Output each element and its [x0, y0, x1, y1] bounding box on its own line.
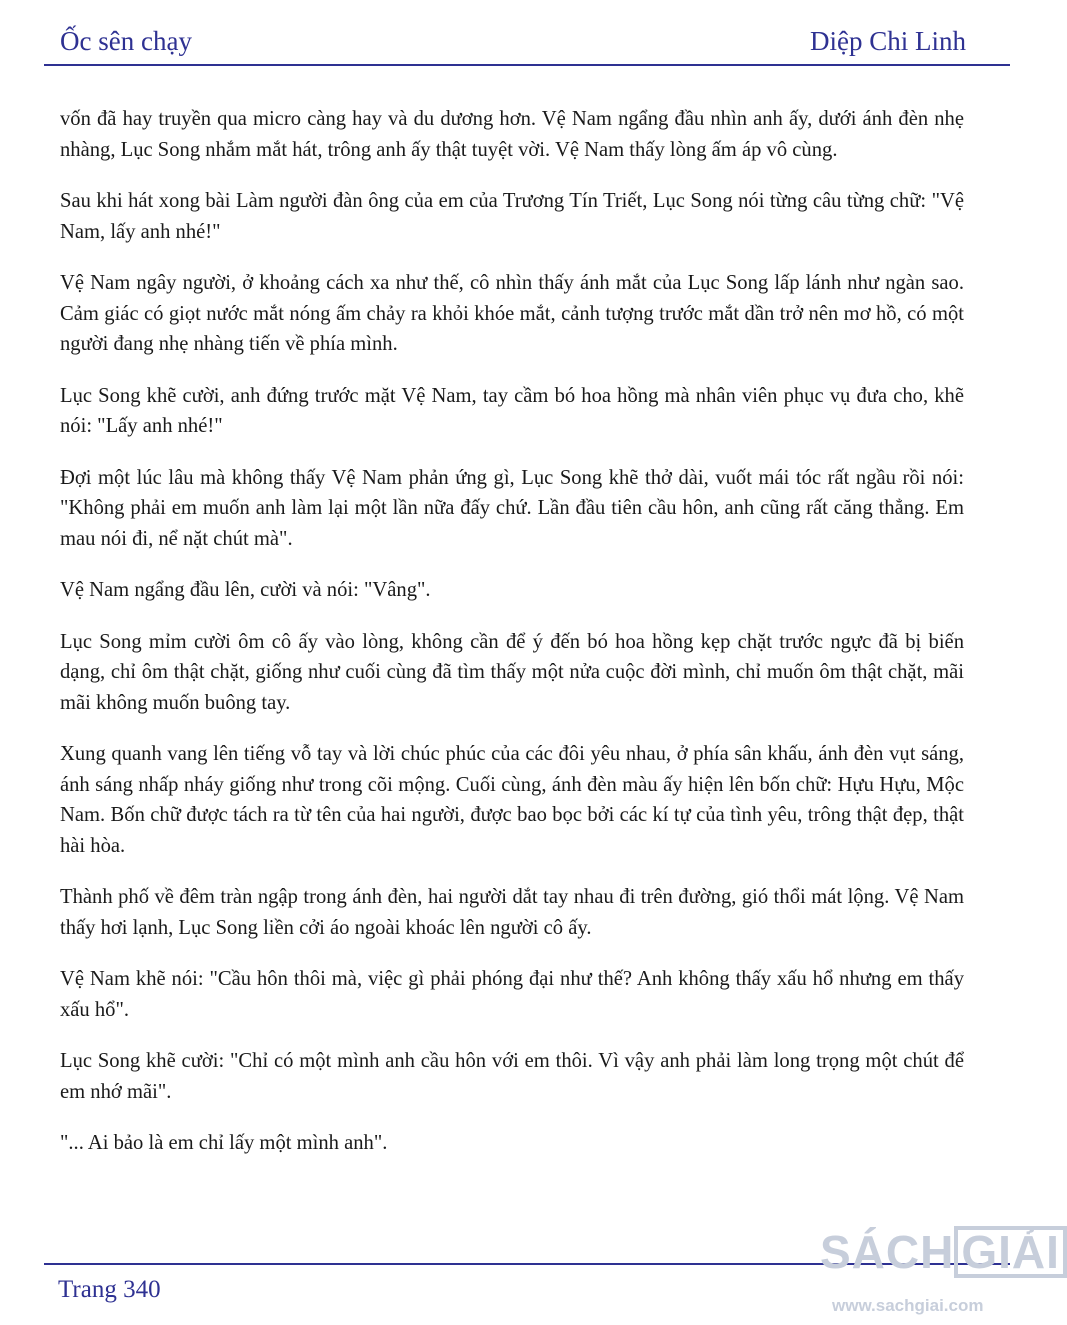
paragraph: Lục Song khẽ cười: "Chỉ có một mình anh cầu hôn với em thôi. Vì vậy anh phải làm long trọng một chút để em nhớ mãi".: [60, 1050, 964, 1103]
paragraph: Lục Song khẽ cười, anh đứng trước mặt Vệ Nam, tay cầm bó hoa hồng mà nhân viên phục vụ đưa cho, khẽ nói: "Lấy anh nhé!": [60, 384, 964, 437]
author-name: Diệp Chi Linh: [810, 26, 966, 56]
watermark-logo: [820, 1225, 1067, 1279]
paragraph: Vệ Nam ngây người, ở khoảng cách xa như thế, cô nhìn thấy ánh mắt của Lục Song lấp lánh như ngàn sao. Cảm giác có giọt nước mắt nóng ấm chảy ra khỏi khóe mắt, cảnh tượng trước mắt dần trở nên mơ hồ, có một người đang nhẹ nhàng tiến về phía mình.: [60, 272, 964, 355]
watermark-boxed-text: GIẢI: [954, 1226, 1067, 1278]
paragraph: Vệ Nam khẽ nói: "Cầu hôn thôi mà, việc gì phải phóng đại như thế? Anh không thấy xấu hổ nhưng em thấy xấu hổ".: [60, 968, 964, 1021]
paragraph: Thành phố về đêm tràn ngập trong ánh đèn, hai người dắt tay nhau đi trên đường, gió thổi mát lộng. Vệ Nam thấy hơi lạnh, Lục Song liền cởi áo ngoài khoác lên người cô ấy.: [60, 886, 964, 939]
paragraph: Sau khi hát xong bài Làm người đàn ông của em của Trương Tín Triết, Lục Song nói từng câu từng chữ: "Vệ Nam, lấy anh nhé!": [60, 190, 964, 243]
paragraph: Đợi một lúc lâu mà không thấy Vệ Nam phản ứng gì, Lục Song khẽ thở dài, vuốt mái tóc rất ngầu rồi nói: "Không phải em muốn anh làm lại một lần nữa đấy chứ. Lần đầu tiên cầu hôn, anh cũng rất căng thẳng. Em mau nói đi, nể nặt chút mà".: [60, 466, 964, 550]
watermark-url: www.sachgiai.com: [832, 1296, 984, 1315]
paragraph: Lục Song mỉm cười ôm cô ấy vào lòng, không cần để ý đến bó hoa hồng kẹp chặt trước ngực đã bị biến dạng, chỉ ôm thật chặt, giống như cuối cùng đã tìm thấy một nửa cuộc đời mình, chỉ muốn ôm thật chặt, mãi mãi không muốn buông tay.: [60, 630, 964, 714]
book-title: Ốc sên chạy: [60, 26, 192, 56]
page-number: Trang 340: [58, 1276, 161, 1303]
watermark-text: SÁCH: [820, 1226, 955, 1278]
paragraph: "... Ai bảo là em chỉ lấy một mình anh".: [60, 1132, 388, 1154]
page-body: [60, 104, 964, 1180]
paragraph: Xung quanh vang lên tiếng vỗ tay và lời chúc phúc của các đôi yêu nhau, ở phía sân khấu, ánh đèn vụt sáng, ánh sáng nhấp nháy giống như trong cõi mộng. Cuối cùng, ánh đèn màu ấy hiện lên bốn chữ: Hựu Hựu, Mộc Nam. Bốn chữ được tách ra từ tên của hai người, được bao bọc bởi các kí tự của tình yêu, trông thật đẹp, thật hài hòa.: [60, 743, 964, 857]
header-divider: [44, 64, 1010, 66]
paragraph: Vệ Nam ngẩng đầu lên, cười và nói: "Vâng".: [60, 579, 431, 601]
paragraph: vốn đã hay truyền qua micro càng hay và du dương hơn. Vệ Nam ngẩng đầu nhìn anh ấy, dưới ánh đèn nhẹ nhàng, Lục Song nhắm mắt hát, trông anh ấy thật tuyệt vời. Vệ Nam thấy lòng ấm áp vô cùng.: [60, 108, 964, 161]
